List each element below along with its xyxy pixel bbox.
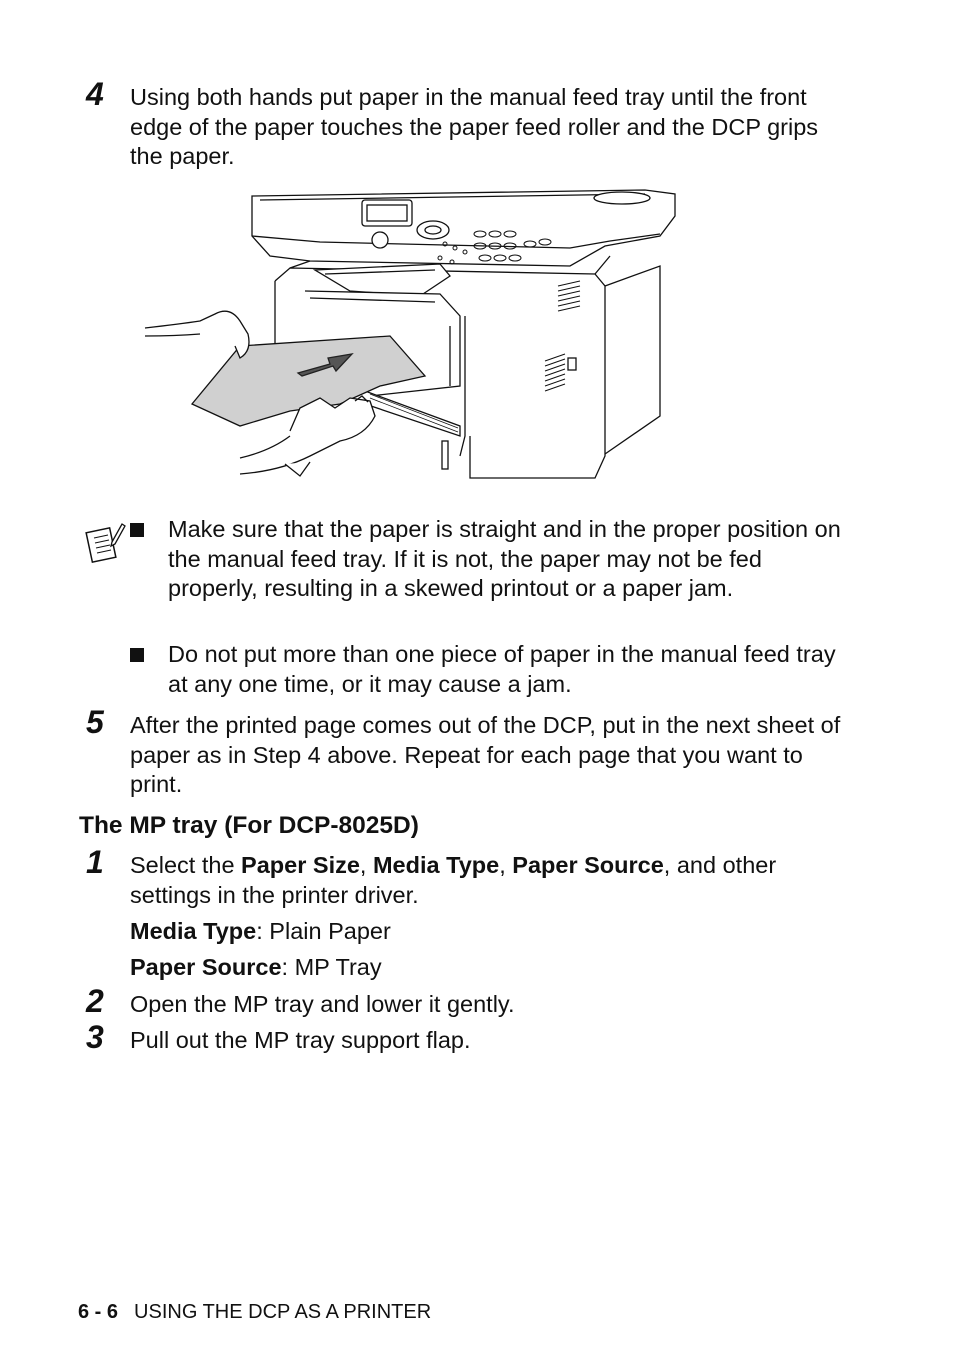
note-bullet-2-marker <box>130 648 144 662</box>
note-bullet-1-marker <box>130 523 144 537</box>
section-heading: The MP tray (For DCP-8025D) <box>79 812 419 839</box>
page-number: 6 - 6 <box>78 1301 119 1323</box>
step-5-number: 5 <box>86 704 104 740</box>
media-type-term: Media Type <box>372 852 500 878</box>
step-5-text: After the printed page comes out of the DCP, put in the next sheet of paper as in Step 4 above. Repeat for each page that you want to print. <box>130 712 841 798</box>
mp-step-1-number: 1 <box>86 844 104 880</box>
note-pad-icon <box>84 520 126 564</box>
paper-source-setting: Paper Source: MP Tray <box>130 954 382 980</box>
chapter-title: USING THE DCP AS A PRINTER <box>134 1301 432 1323</box>
printer-manual-feed-illustration <box>140 186 680 486</box>
mp-step-2-text: Open the MP tray and lower it gently. <box>130 991 515 1017</box>
page-footer <box>78 1300 431 1324</box>
step-4-number: 4 <box>86 76 104 112</box>
mp-step-2-number: 2 <box>86 983 104 1019</box>
mp-step-3-text: Pull out the MP tray support flap. <box>130 1027 471 1053</box>
step-4-text: Using both hands put paper in the manual feed tray until the front edge of the paper touches the paper feed roller and the DCP grips the paper. <box>130 84 819 170</box>
note-bullet-2-text: Do not put more than one piece of paper in the manual feed tray at any one time, or it may cause a jam. <box>168 641 836 697</box>
paper-size-term: Paper Size <box>241 852 360 878</box>
paper-source-term: Paper Source <box>512 852 664 878</box>
note-bullet-1-text: Make sure that the paper is straight and in the proper position on the manual feed tray. If it is not, the paper may not be fed properly, resulting in a skewed printout or a paper jam. <box>168 516 841 602</box>
mp-step-3-number: 3 <box>86 1019 104 1055</box>
mp-step-1-text: Select the Paper Size, Media Type, Paper Source, and other settings in the printer driver. <box>130 852 777 908</box>
media-type-setting: Media Type: Plain Paper <box>130 918 391 944</box>
